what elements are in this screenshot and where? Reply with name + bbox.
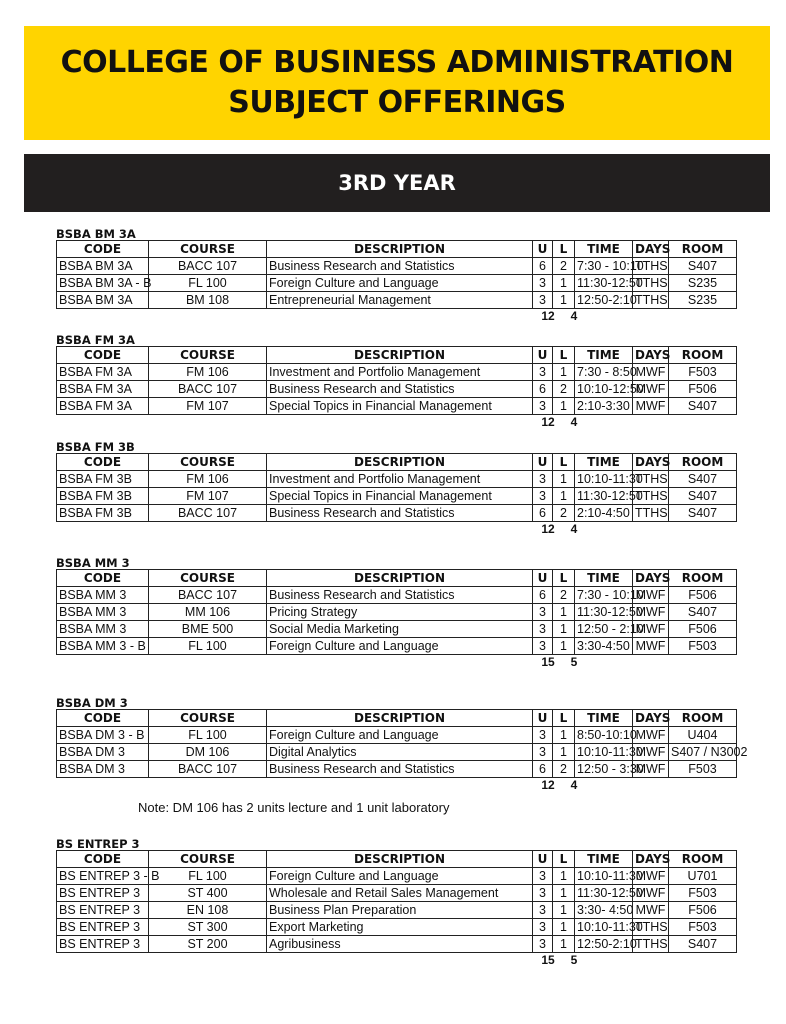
header-l: L bbox=[553, 347, 575, 364]
section-bs-entrep-3 bbox=[56, 838, 736, 969]
cell-room: F503 bbox=[669, 761, 737, 778]
year-label: 3RD YEAR bbox=[338, 171, 456, 195]
total-lab: 5 bbox=[570, 953, 578, 967]
cell-code: BS ENTREP 3 bbox=[57, 919, 149, 936]
cell-code: BS ENTREP 3 - B bbox=[57, 868, 149, 885]
header-u: U bbox=[533, 347, 553, 364]
header-time: TIME bbox=[575, 454, 633, 471]
table-row bbox=[57, 604, 737, 621]
cell-u: 6 bbox=[533, 761, 553, 778]
totals-row bbox=[56, 778, 736, 794]
table-header-row bbox=[57, 851, 737, 868]
cell-code: BSBA MM 3 bbox=[57, 604, 149, 621]
cell-l: 1 bbox=[553, 936, 575, 953]
cell-description: Business Research and Statistics bbox=[267, 761, 533, 778]
cell-l: 1 bbox=[553, 902, 575, 919]
header-description: DESCRIPTION bbox=[267, 710, 533, 727]
cell-description: Foreign Culture and Language bbox=[267, 275, 533, 292]
cell-days: TTHS bbox=[633, 919, 669, 936]
cell-u: 3 bbox=[533, 488, 553, 505]
table-row bbox=[57, 744, 737, 761]
cell-u: 3 bbox=[533, 604, 553, 621]
cell-days: MWF bbox=[633, 885, 669, 902]
schedule-table bbox=[56, 709, 748, 778]
total-units: 12 bbox=[541, 778, 555, 792]
cell-course: ST 200 bbox=[149, 936, 267, 953]
section-bsba-mm-3 bbox=[56, 557, 736, 671]
schedule-table bbox=[56, 240, 737, 309]
cell-course: FM 106 bbox=[149, 471, 267, 488]
table-row bbox=[57, 936, 737, 953]
cell-course: EN 108 bbox=[149, 902, 267, 919]
cell-description: Business Research and Statistics bbox=[267, 587, 533, 604]
cell-room: S407 bbox=[669, 398, 737, 415]
cell-room: F506 bbox=[669, 381, 737, 398]
cell-days: TTHS bbox=[633, 505, 669, 522]
table-row bbox=[57, 638, 737, 655]
cell-u: 3 bbox=[533, 885, 553, 902]
table-row bbox=[57, 902, 737, 919]
header-room: ROOM bbox=[669, 570, 737, 587]
header-code: CODE bbox=[57, 347, 149, 364]
header-description: DESCRIPTION bbox=[267, 454, 533, 471]
cell-course: FL 100 bbox=[149, 275, 267, 292]
header-room: ROOM bbox=[669, 241, 737, 258]
table-header-row bbox=[57, 347, 737, 364]
cell-code: BSBA DM 3 bbox=[57, 761, 149, 778]
cell-l: 1 bbox=[553, 868, 575, 885]
cell-l: 2 bbox=[553, 505, 575, 522]
header-u: U bbox=[533, 710, 553, 727]
section-title: BS ENTREP 3 bbox=[56, 837, 140, 851]
cell-room: S407 bbox=[669, 258, 737, 275]
cell-u: 3 bbox=[533, 364, 553, 381]
cell-days: MWF bbox=[633, 868, 669, 885]
dm-note: Note: DM 106 has 2 units lecture and 1 unit laboratory bbox=[138, 800, 450, 815]
cell-course: DM 106 bbox=[149, 744, 267, 761]
cell-time: 10:10-11:30 bbox=[575, 471, 633, 488]
table-header-row bbox=[57, 241, 737, 258]
totals-row bbox=[56, 953, 736, 969]
cell-code: BSBA BM 3A bbox=[57, 292, 149, 309]
header-room: ROOM bbox=[669, 347, 737, 364]
cell-u: 3 bbox=[533, 936, 553, 953]
cell-time: 3:30-4:50 bbox=[575, 638, 633, 655]
cell-description: Business Research and Statistics bbox=[267, 258, 533, 275]
cell-code: BSBA BM 3A bbox=[57, 258, 149, 275]
cell-room: U404 bbox=[669, 727, 737, 744]
cell-code: BS ENTREP 3 bbox=[57, 936, 149, 953]
cell-days: MWF bbox=[633, 398, 669, 415]
cell-days: MWF bbox=[633, 727, 669, 744]
header-code: CODE bbox=[57, 454, 149, 471]
header-course: COURSE bbox=[149, 454, 267, 471]
totals-row bbox=[56, 655, 736, 671]
cell-description: Special Topics in Financial Management bbox=[267, 398, 533, 415]
cell-room: S407 bbox=[669, 936, 737, 953]
cell-course: FL 100 bbox=[149, 727, 267, 744]
header-code: CODE bbox=[57, 710, 149, 727]
section-bsba-fm-3a bbox=[56, 334, 736, 431]
cell-course: BM 108 bbox=[149, 292, 267, 309]
cell-days: MWF bbox=[633, 621, 669, 638]
cell-room: F506 bbox=[669, 587, 737, 604]
cell-course: ST 300 bbox=[149, 919, 267, 936]
cell-room: S235 bbox=[669, 292, 737, 309]
totals-row bbox=[56, 522, 736, 538]
cell-days: TTHS bbox=[633, 292, 669, 309]
cell-description: Social Media Marketing bbox=[267, 621, 533, 638]
cell-room: U701 bbox=[669, 868, 737, 885]
cell-time: 3:30- 4:50 bbox=[575, 902, 633, 919]
cell-description: Business Research and Statistics bbox=[267, 381, 533, 398]
cell-l: 1 bbox=[553, 727, 575, 744]
cell-description: Entrepreneurial Management bbox=[267, 292, 533, 309]
header-room: ROOM bbox=[669, 710, 737, 727]
header-description: DESCRIPTION bbox=[267, 851, 533, 868]
cell-room: S235 bbox=[669, 275, 737, 292]
cell-description: Agribusiness bbox=[267, 936, 533, 953]
cell-time: 10:10-11:30 bbox=[575, 744, 633, 761]
cell-l: 1 bbox=[553, 621, 575, 638]
college-title: COLLEGE OF BUSINESS ADMINISTRATION bbox=[60, 45, 734, 80]
header-days: DAYS bbox=[633, 241, 669, 258]
cell-description: Foreign Culture and Language bbox=[267, 868, 533, 885]
table-row bbox=[57, 727, 737, 744]
cell-code: BSBA FM 3B bbox=[57, 471, 149, 488]
cell-l: 2 bbox=[553, 258, 575, 275]
header-days: DAYS bbox=[633, 570, 669, 587]
cell-description: Foreign Culture and Language bbox=[267, 638, 533, 655]
cell-u: 3 bbox=[533, 902, 553, 919]
cell-course: ST 400 bbox=[149, 885, 267, 902]
header-u: U bbox=[533, 241, 553, 258]
table-row bbox=[57, 505, 737, 522]
cell-room: F503 bbox=[669, 364, 737, 381]
header-days: DAYS bbox=[633, 454, 669, 471]
cell-u: 3 bbox=[533, 292, 553, 309]
cell-days: MWF bbox=[633, 902, 669, 919]
header-course: COURSE bbox=[149, 241, 267, 258]
table-row bbox=[57, 868, 737, 885]
table-row bbox=[57, 621, 737, 638]
header-l: L bbox=[553, 710, 575, 727]
cell-time: 12:50-2:10 bbox=[575, 936, 633, 953]
table-header-row bbox=[57, 710, 737, 727]
header-time: TIME bbox=[575, 710, 633, 727]
cell-u: 6 bbox=[533, 587, 553, 604]
cell-course: FL 100 bbox=[149, 638, 267, 655]
header-u: U bbox=[533, 454, 553, 471]
header-description: DESCRIPTION bbox=[267, 347, 533, 364]
header-days: DAYS bbox=[633, 851, 669, 868]
cell-course: MM 106 bbox=[149, 604, 267, 621]
header-l: L bbox=[553, 241, 575, 258]
table-row bbox=[57, 761, 737, 778]
cell-u: 6 bbox=[533, 505, 553, 522]
cell-description: Wholesale and Retail Sales Management bbox=[267, 885, 533, 902]
cell-description: Special Topics in Financial Management bbox=[267, 488, 533, 505]
cell-course: BME 500 bbox=[149, 621, 267, 638]
header-u: U bbox=[533, 570, 553, 587]
cell-l: 1 bbox=[553, 364, 575, 381]
cell-time: 12:50-2:10 bbox=[575, 292, 633, 309]
cell-description: Foreign Culture and Language bbox=[267, 727, 533, 744]
cell-code: BS ENTREP 3 bbox=[57, 902, 149, 919]
cell-time: 12:50 - 3:30 bbox=[575, 761, 633, 778]
cell-code: BSBA FM 3B bbox=[57, 488, 149, 505]
cell-u: 3 bbox=[533, 638, 553, 655]
table-header-row bbox=[57, 570, 737, 587]
cell-code: BSBA DM 3 bbox=[57, 744, 149, 761]
header-l: L bbox=[553, 454, 575, 471]
cell-time: 11:30-12:50 bbox=[575, 604, 633, 621]
table-row bbox=[57, 275, 737, 292]
header-days: DAYS bbox=[633, 710, 669, 727]
cell-u: 3 bbox=[533, 727, 553, 744]
cell-days: MWF bbox=[633, 638, 669, 655]
schedule-table bbox=[56, 569, 737, 655]
total-lab: 4 bbox=[570, 778, 578, 792]
table-row bbox=[57, 292, 737, 309]
total-units: 15 bbox=[541, 655, 555, 669]
totals-row bbox=[56, 415, 736, 431]
header-course: COURSE bbox=[149, 347, 267, 364]
header-code: CODE bbox=[57, 241, 149, 258]
header-code: CODE bbox=[57, 851, 149, 868]
header-description: DESCRIPTION bbox=[267, 570, 533, 587]
table-row bbox=[57, 587, 737, 604]
table-row bbox=[57, 885, 737, 902]
header-course: COURSE bbox=[149, 851, 267, 868]
header-u: U bbox=[533, 851, 553, 868]
cell-time: 11:30-12:50 bbox=[575, 885, 633, 902]
cell-room: F503 bbox=[669, 638, 737, 655]
schedule-table bbox=[56, 453, 737, 522]
header-room: ROOM bbox=[669, 851, 737, 868]
section-title: BSBA FM 3A bbox=[56, 333, 135, 347]
table-row bbox=[57, 364, 737, 381]
cell-days: MWF bbox=[633, 587, 669, 604]
header-course: COURSE bbox=[149, 710, 267, 727]
header-room: ROOM bbox=[669, 454, 737, 471]
cell-days: MWF bbox=[633, 744, 669, 761]
cell-room: S407 bbox=[669, 471, 737, 488]
cell-u: 3 bbox=[533, 621, 553, 638]
cell-days: TTHS bbox=[633, 471, 669, 488]
cell-time: 7:30 - 10:10 bbox=[575, 258, 633, 275]
header-l: L bbox=[553, 570, 575, 587]
cell-description: Business Research and Statistics bbox=[267, 505, 533, 522]
total-lab: 4 bbox=[570, 309, 578, 323]
cell-course: BACC 107 bbox=[149, 587, 267, 604]
cell-l: 1 bbox=[553, 488, 575, 505]
cell-u: 3 bbox=[533, 275, 553, 292]
header-l: L bbox=[553, 851, 575, 868]
cell-l: 1 bbox=[553, 471, 575, 488]
cell-time: 10:10-12:50 bbox=[575, 381, 633, 398]
cell-l: 2 bbox=[553, 587, 575, 604]
cell-time: 12:50 - 2:10 bbox=[575, 621, 633, 638]
header-code: CODE bbox=[57, 570, 149, 587]
header-course: COURSE bbox=[149, 570, 267, 587]
year-bar bbox=[24, 154, 770, 212]
cell-days: MWF bbox=[633, 364, 669, 381]
section-bsba-bm-3a bbox=[56, 228, 736, 325]
schedule-table bbox=[56, 346, 737, 415]
table-row bbox=[57, 398, 737, 415]
cell-room: F506 bbox=[669, 621, 737, 638]
section-title: BSBA MM 3 bbox=[56, 556, 130, 570]
title-banner bbox=[24, 26, 770, 140]
header-description: DESCRIPTION bbox=[267, 241, 533, 258]
cell-days: TTHS bbox=[633, 936, 669, 953]
cell-course: BACC 107 bbox=[149, 761, 267, 778]
total-lab: 4 bbox=[570, 522, 578, 536]
cell-course: BACC 107 bbox=[149, 505, 267, 522]
cell-time: 10:10-11:30 bbox=[575, 919, 633, 936]
offerings-title: SUBJECT OFFERINGS bbox=[228, 85, 566, 120]
cell-l: 2 bbox=[553, 381, 575, 398]
cell-u: 3 bbox=[533, 919, 553, 936]
cell-room: S407 / N3002 bbox=[669, 744, 737, 761]
cell-description: Investment and Portfolio Management bbox=[267, 471, 533, 488]
total-units: 12 bbox=[541, 415, 555, 429]
cell-description: Investment and Portfolio Management bbox=[267, 364, 533, 381]
cell-course: BACC 107 bbox=[149, 258, 267, 275]
table-header-row bbox=[57, 454, 737, 471]
total-lab: 4 bbox=[570, 415, 578, 429]
cell-l: 1 bbox=[553, 744, 575, 761]
cell-code: BSBA FM 3B bbox=[57, 505, 149, 522]
cell-time: 7:30 - 10:10 bbox=[575, 587, 633, 604]
header-time: TIME bbox=[575, 241, 633, 258]
cell-course: FM 107 bbox=[149, 398, 267, 415]
cell-l: 1 bbox=[553, 275, 575, 292]
header-time: TIME bbox=[575, 851, 633, 868]
cell-l: 1 bbox=[553, 398, 575, 415]
cell-time: 11:30-12:50 bbox=[575, 488, 633, 505]
cell-time: 2:10-3:30 bbox=[575, 398, 633, 415]
cell-room: S407 bbox=[669, 505, 737, 522]
table-row bbox=[57, 488, 737, 505]
cell-code: BSBA FM 3A bbox=[57, 398, 149, 415]
cell-days: MWF bbox=[633, 604, 669, 621]
cell-u: 3 bbox=[533, 744, 553, 761]
cell-description: Export Marketing bbox=[267, 919, 533, 936]
cell-l: 1 bbox=[553, 885, 575, 902]
cell-days: TTHS bbox=[633, 488, 669, 505]
schedule-table bbox=[56, 850, 737, 953]
cell-description: Pricing Strategy bbox=[267, 604, 533, 621]
table-row bbox=[57, 381, 737, 398]
cell-code: BS ENTREP 3 bbox=[57, 885, 149, 902]
cell-days: MWF bbox=[633, 761, 669, 778]
cell-course: FM 107 bbox=[149, 488, 267, 505]
total-units: 12 bbox=[541, 522, 555, 536]
cell-course: FM 106 bbox=[149, 364, 267, 381]
cell-code: BSBA MM 3 bbox=[57, 587, 149, 604]
cell-u: 3 bbox=[533, 398, 553, 415]
cell-room: S407 bbox=[669, 604, 737, 621]
cell-code: BSBA DM 3 - B bbox=[57, 727, 149, 744]
cell-l: 1 bbox=[553, 292, 575, 309]
cell-room: F506 bbox=[669, 902, 737, 919]
cell-time: 2:10-4:50 bbox=[575, 505, 633, 522]
section-title: BSBA FM 3B bbox=[56, 440, 135, 454]
header-time: TIME bbox=[575, 570, 633, 587]
cell-days: MWF bbox=[633, 381, 669, 398]
cell-code: BSBA BM 3A - B bbox=[57, 275, 149, 292]
cell-course: FL 100 bbox=[149, 868, 267, 885]
cell-room: F503 bbox=[669, 885, 737, 902]
cell-l: 2 bbox=[553, 761, 575, 778]
section-bsba-fm-3b bbox=[56, 441, 736, 538]
total-units: 15 bbox=[541, 953, 555, 967]
cell-days: TTHS bbox=[633, 275, 669, 292]
cell-code: BSBA FM 3A bbox=[57, 381, 149, 398]
cell-time: 10:10-11:30 bbox=[575, 868, 633, 885]
cell-description: Digital Analytics bbox=[267, 744, 533, 761]
table-row bbox=[57, 258, 737, 275]
cell-description: Business Plan Preparation bbox=[267, 902, 533, 919]
section-title: BSBA BM 3A bbox=[56, 227, 136, 241]
header-time: TIME bbox=[575, 347, 633, 364]
cell-room: S407 bbox=[669, 488, 737, 505]
section-bsba-dm-3 bbox=[56, 696, 748, 794]
header-days: DAYS bbox=[633, 347, 669, 364]
cell-u: 3 bbox=[533, 868, 553, 885]
table-row bbox=[57, 919, 737, 936]
table-row bbox=[57, 471, 737, 488]
cell-l: 1 bbox=[553, 919, 575, 936]
cell-time: 11:30-12:50 bbox=[575, 275, 633, 292]
cell-code: BSBA MM 3 - B bbox=[57, 638, 149, 655]
total-lab: 5 bbox=[570, 655, 578, 669]
cell-code: BSBA FM 3A bbox=[57, 364, 149, 381]
totals-row bbox=[56, 309, 736, 325]
cell-time: 7:30 - 8:50 bbox=[575, 364, 633, 381]
cell-time: 8:50-10:10 bbox=[575, 727, 633, 744]
cell-l: 1 bbox=[553, 604, 575, 621]
cell-u: 3 bbox=[533, 471, 553, 488]
cell-course: BACC 107 bbox=[149, 381, 267, 398]
cell-l: 1 bbox=[553, 638, 575, 655]
cell-u: 6 bbox=[533, 258, 553, 275]
cell-days: TTHS bbox=[633, 258, 669, 275]
section-title: BSBA DM 3 bbox=[56, 696, 128, 710]
cell-u: 6 bbox=[533, 381, 553, 398]
cell-code: BSBA MM 3 bbox=[57, 621, 149, 638]
total-units: 12 bbox=[541, 309, 555, 323]
cell-room: F503 bbox=[669, 919, 737, 936]
